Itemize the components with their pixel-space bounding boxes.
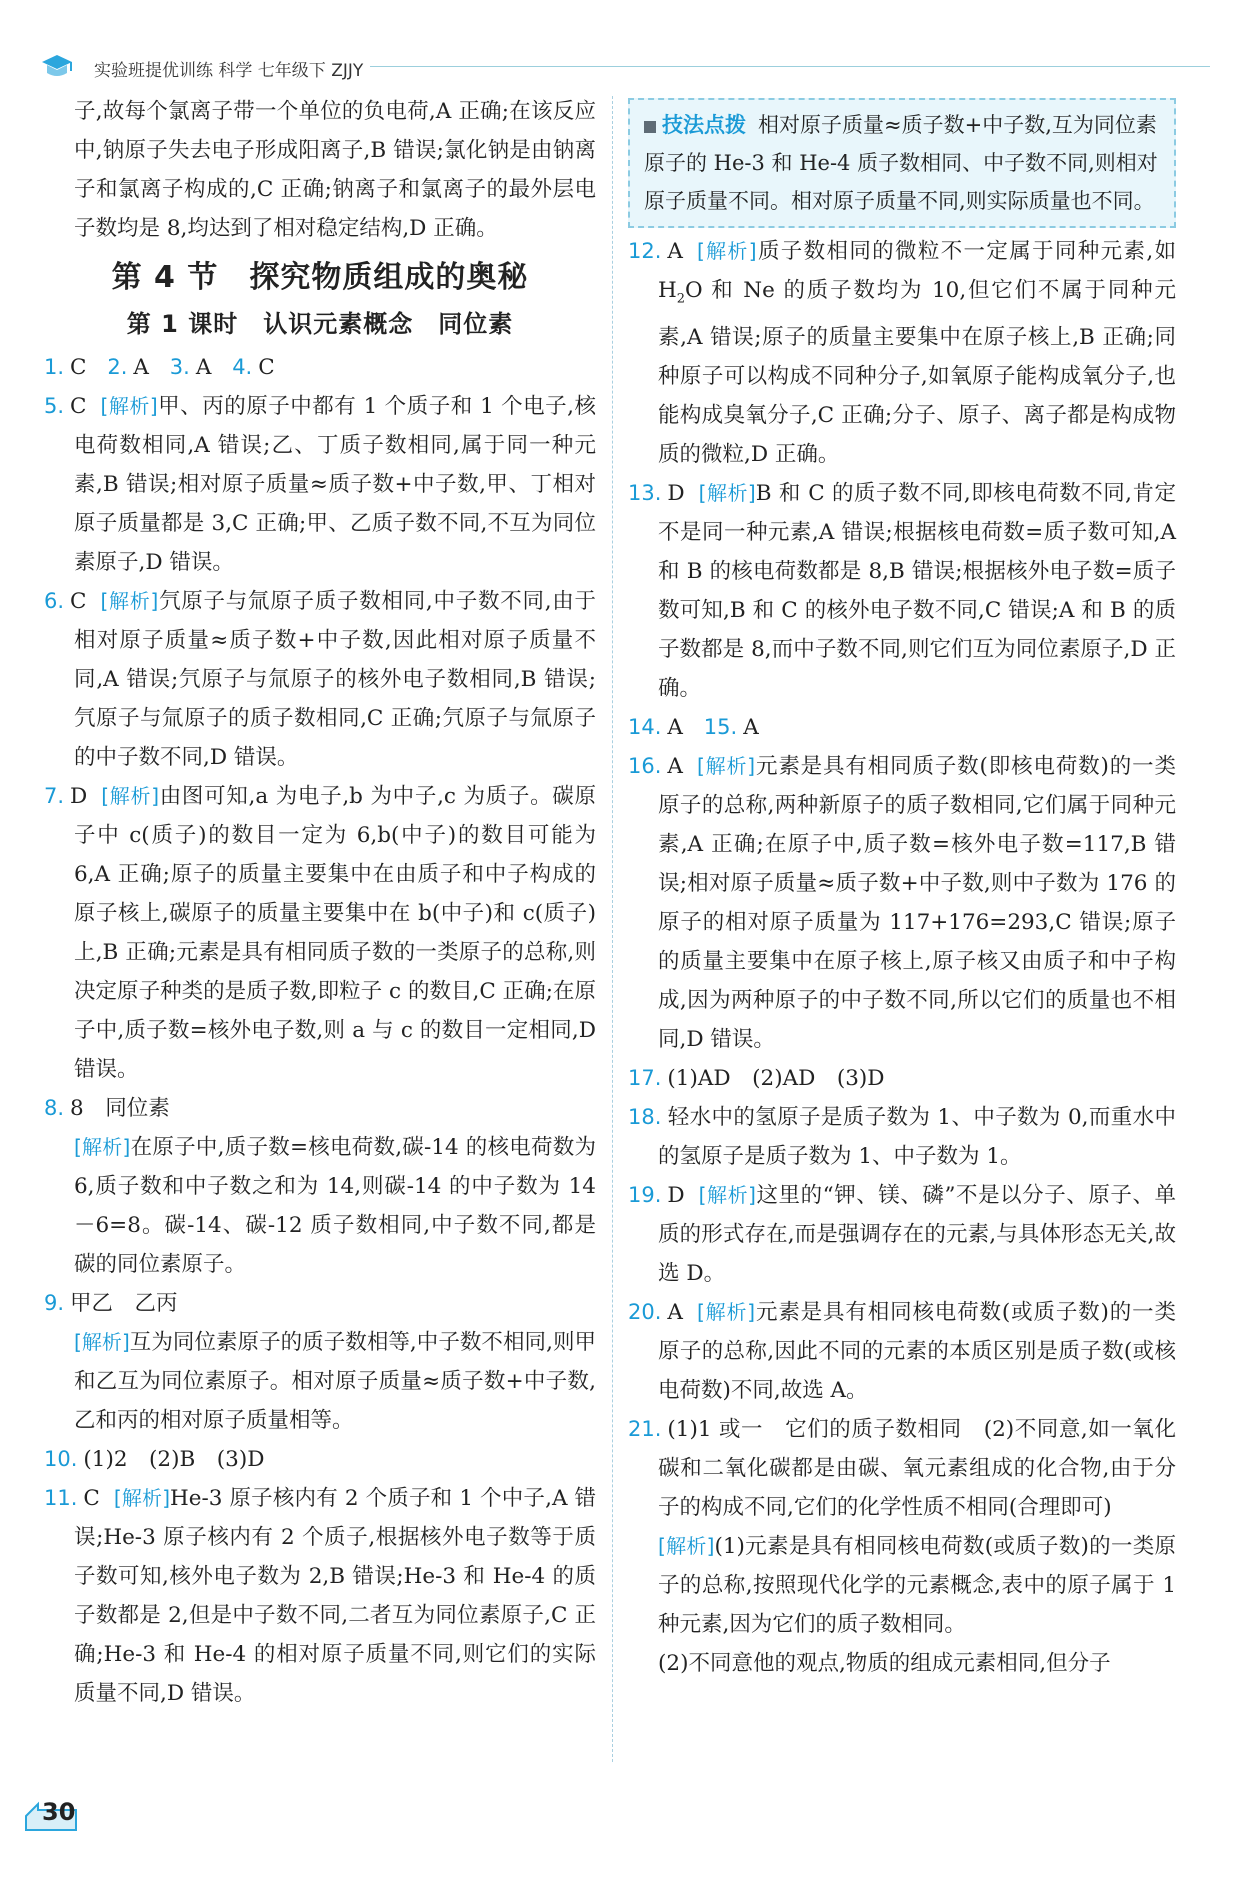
analysis-tag: [解析] <box>74 1135 131 1159</box>
q-number: 13. <box>628 481 662 506</box>
analysis-8 <box>44 1128 596 1284</box>
q-number: 19. <box>628 1183 662 1208</box>
quick-answers-14-15 <box>628 708 1176 747</box>
answer-item-9 <box>44 1284 596 1323</box>
analysis-text: 元素是具有相同质子数(即核电荷数)的一类原子的总称,两种新原子的质子数相同,它们属于同种元素,A 正确;在原子中,质子数=核外电子数=117,B 错误;相对原子质量≈质子数+中子数,则中子数为 176 的原子的相对原子质量为 117+176=293,C 错误;原子的质量主要集中在原子核上,原子核又由质子和中子构成,因为两种原子的中子数不同,所以它们的质量也不相同,D 错误。 <box>658 754 1176 1053</box>
q-number: 8. <box>44 1096 65 1120</box>
q-number: 20. <box>628 1300 662 1325</box>
quick-answers-1-4 <box>44 348 596 387</box>
lesson-title: 第 1 课时 认识元素概念 同位素 <box>126 310 514 338</box>
analysis-text: 甲、丙的原子中都有 1 个质子和 1 个电子,核电荷数相同,A 错误;乙、丁质子数相同,属于同一种元素,B 错误;相对原子质量≈质子数+中子数,甲、丁相对原子质量都是 3,C 正确;甲、乙质子数不同,不互为同位素原子,D 错误。 <box>74 394 597 575</box>
q-number: 21. <box>628 1417 662 1442</box>
q-answer: A <box>667 754 683 780</box>
answer-item-18 <box>628 1098 1176 1176</box>
q-answer: A <box>743 715 759 741</box>
section-title: 第 4 节 探究物质组成的奥秘 <box>111 260 529 295</box>
q-number: 17. <box>628 1066 662 1091</box>
analysis-text: 元素是具有相同核电荷数(或质子数)的一类原子的总称,因此不同的元素的本质区别是质子数(或核电荷数)不同,故选 A。 <box>658 1300 1176 1404</box>
q-number: 11. <box>44 1486 78 1510</box>
q-answer: A <box>195 355 212 380</box>
column-divider <box>612 96 613 1762</box>
q-answer: 轻水中的氢原子是质子数为 1、中子数为 0,而重水中的氢原子是质子数为 1、中子数为 1。 <box>658 1105 1176 1170</box>
q-number: 10. <box>44 1447 78 1471</box>
analysis-text: 由图可知,a 为电子,b 为中子,c 为质子。碳原子中 c(质子)的数目一定为 6,b(中子)的数目可能为 6,A 正确;原子的质量主要集中在由质子和中子构成的原子核上,碳原子的质量主要集中在 b(中子)和 c(质子)上,B 正确;元素是具有相同质子数的一类原子的总称,则决定原子种类的是质子数,即粒子 c 的数目,C 正确;在原子中,质子数=核外电子数,则 a 与 c 的数目一定相同,D 错误。 <box>74 784 596 1082</box>
q-answer: C <box>70 589 87 614</box>
q-answer: 甲乙 乙丙 <box>70 1291 178 1316</box>
analysis-tag: [解析] <box>100 394 158 418</box>
analysis-text: He-3 原子核内有 2 个质子和 1 个中子,A 错误;He-3 原子核内有 2 个质子,根据核外电子数等于质子数可知,核外电子数为 2,B 错误;He-3 和 He-4 的质子数都是 2,但是中子数不同,二者互为同位素原子,C 正确;He-3 和 He-4 的相对原子质量不同,则它们的实际质量不同,D 错误。 <box>74 1486 596 1706</box>
tip-marker-icon <box>644 121 656 133</box>
analysis-text: 在原子中,质子数=核电荷数,碳-14 的核电荷数为 6,质子数和中子数之和为 14,则碳-14 的中子数为 14－6=8。碳-14、碳-12 质子数相同,中子数不同,都是碳的同位素原子。 <box>74 1135 596 1277</box>
continued-text: 子,故每个氯离子带一个单位的负电荷,A 正确;在该反应中,钠原子失去电子形成阳离子,B 错误;氯化钠是由钠离子和氯离子构成的,C 正确;钠离子和氯离子的最外层电子数均是 8,均达到了相对稳定结构,D 正确。 <box>74 99 596 241</box>
analysis-tag: [解析] <box>696 754 756 779</box>
q-answer: D <box>667 481 685 507</box>
answer-item-20 <box>628 1293 1176 1410</box>
subscript: 2 <box>676 291 686 307</box>
book-logo-icon <box>40 52 74 82</box>
analysis-tag: [解析] <box>696 239 757 263</box>
q-answer: (1)1 或一 它们的质子数相同 (2)不同意,如一氧化碳和二氧化碳都是由碳、氧元素组成的化合物,由于分子的构成不同,它们的化学性质不相同(合理即可) <box>658 1417 1176 1521</box>
analysis-tag: [解析] <box>698 1183 756 1208</box>
q-number: 2. <box>107 355 128 379</box>
q-number: 15. <box>703 715 738 740</box>
header-rule <box>370 66 1210 67</box>
q-answer: A <box>667 1300 683 1326</box>
analysis-21-part2: (2)不同意他的观点,物质的组成元素相同,但分子 <box>658 1651 1111 1677</box>
q-number: 7. <box>44 784 65 808</box>
analysis-tag: [解析] <box>698 481 756 506</box>
answer-item-16 <box>628 747 1176 1059</box>
tip-text: 相对原子质量≈质子数+中子数,互为同位素原子的 He-3 和 He-4 质子数相同、中子数不同,则相对原子质量不同。相对原子质量不同,则实际质量也不同。 <box>644 113 1158 213</box>
answer-item-21 <box>628 1410 1176 1527</box>
q-number: 1. <box>44 355 65 379</box>
analysis-text: 这里的“钾、镁、磷”不是以分子、原子、单质的形式存在,而是强调存在的元素,与具体形态无关,故选 D。 <box>658 1183 1176 1287</box>
q-number: 9. <box>44 1291 65 1315</box>
analysis-text: (1)元素是具有相同核电荷数(或质子数)的一类原子的总称,按照现代化学的元素概念,表中的原子属于 1 种元素,因为它们的质子数相同。 <box>658 1534 1176 1638</box>
q-number: 18. <box>628 1105 662 1130</box>
page-number: 30 <box>42 1798 76 1826</box>
analysis-9 <box>44 1323 596 1440</box>
q-answer: A <box>133 355 149 380</box>
answer-item-6 <box>44 582 596 777</box>
page-header <box>40 52 1210 86</box>
q-answer: (1)AD (2)AD (3)D <box>667 1066 885 1092</box>
page-number-badge <box>24 1796 84 1832</box>
answer-item-19 <box>628 1176 1176 1293</box>
answer-item-13 <box>628 474 1176 708</box>
analysis-tag: [解析] <box>100 589 159 613</box>
q-answer: 8 同位素 <box>70 1096 170 1121</box>
analysis-tag: [解析] <box>74 1330 130 1354</box>
q-answer: C <box>83 1486 100 1511</box>
answer-item-12 <box>628 232 1176 474</box>
analysis-tag: [解析] <box>696 1300 756 1325</box>
answer-item-10 <box>44 1440 596 1479</box>
analysis-text: 互为同位素原子的质子数相等,中子数不相同,则甲和乙互为同位素原子。相对原子质量≈质子数+中子数,乙和丙的相对原子质量相等。 <box>74 1330 596 1433</box>
q-number: 5. <box>44 394 65 418</box>
answer-item-5 <box>44 387 596 582</box>
q-answer: D <box>70 784 88 809</box>
answer-item-11 <box>44 1479 596 1713</box>
q-number: 6. <box>44 589 65 613</box>
q-number: 16. <box>628 754 662 779</box>
analysis-text: 质子数相同的微粒不一定属于同种元素,如 H <box>658 239 1177 303</box>
analysis-text: B 和 C 的质子数不同,即核电荷数不同,肯定不是同一种元素,A 错误;根据核电荷数=质子数可知,A 和 B 的核电荷数都是 8,B 错误;根据核外电子数=质子数可知,B 和 C 的核外电子数不同,C 错误;A 和 B 的质子数都是 8,而中子数不同,则它们互为同位素原子,D 正确。 <box>658 481 1176 702</box>
left-column <box>44 92 596 1713</box>
q-answer: A <box>667 239 683 264</box>
answer-item-8 <box>44 1089 596 1128</box>
analysis-tag: [解析] <box>658 1534 715 1559</box>
analysis-21 <box>628 1527 1176 1644</box>
analysis-tag: [解析] <box>101 784 160 808</box>
answer-item-17 <box>628 1059 1176 1098</box>
q-answer: (1)2 (2)B (3)D <box>83 1447 265 1472</box>
q-number: 12. <box>628 239 662 263</box>
analysis-text: 氕原子与氚原子质子数相同,中子数不同,由于相对原子质量≈质子数+中子数,因此相对原子质量不同,A 错误;氕原子与氚原子的核外电子数相同,B 错误;氕原子与氚原子的质子数相同,C 正确;氕原子与氚原子的中子数不同,D 错误。 <box>74 589 597 770</box>
tip-box <box>628 98 1176 228</box>
analysis-text: O 和 Ne 的质子数均为 10,但它们不属于同种元素,A 错误;原子的质量主要集中在原子核上,B 正确;同种原子可以构成不同种分子,如氧原子能构成氧分子,也能构成臭氧分子,C 正确;分子、原子、离子都是构成物质的微粒,D 正确。 <box>658 278 1176 468</box>
q-number: 4. <box>232 355 253 379</box>
book-title: 实验班提优训练 科学 七年级下 ZJJY <box>94 61 364 81</box>
tip-label: 技法点拨 <box>662 113 746 137</box>
q-answer: A <box>667 715 683 741</box>
right-column <box>628 98 1176 1683</box>
q-answer: D <box>667 1183 685 1209</box>
answer-item-7 <box>44 777 596 1089</box>
q-answer: C <box>70 394 87 419</box>
q-number: 3. <box>169 355 190 379</box>
q-number: 14. <box>628 715 662 740</box>
q-answer: C <box>70 355 87 380</box>
analysis-tag: [解析] <box>113 1486 171 1510</box>
q-answer: C <box>258 355 275 380</box>
